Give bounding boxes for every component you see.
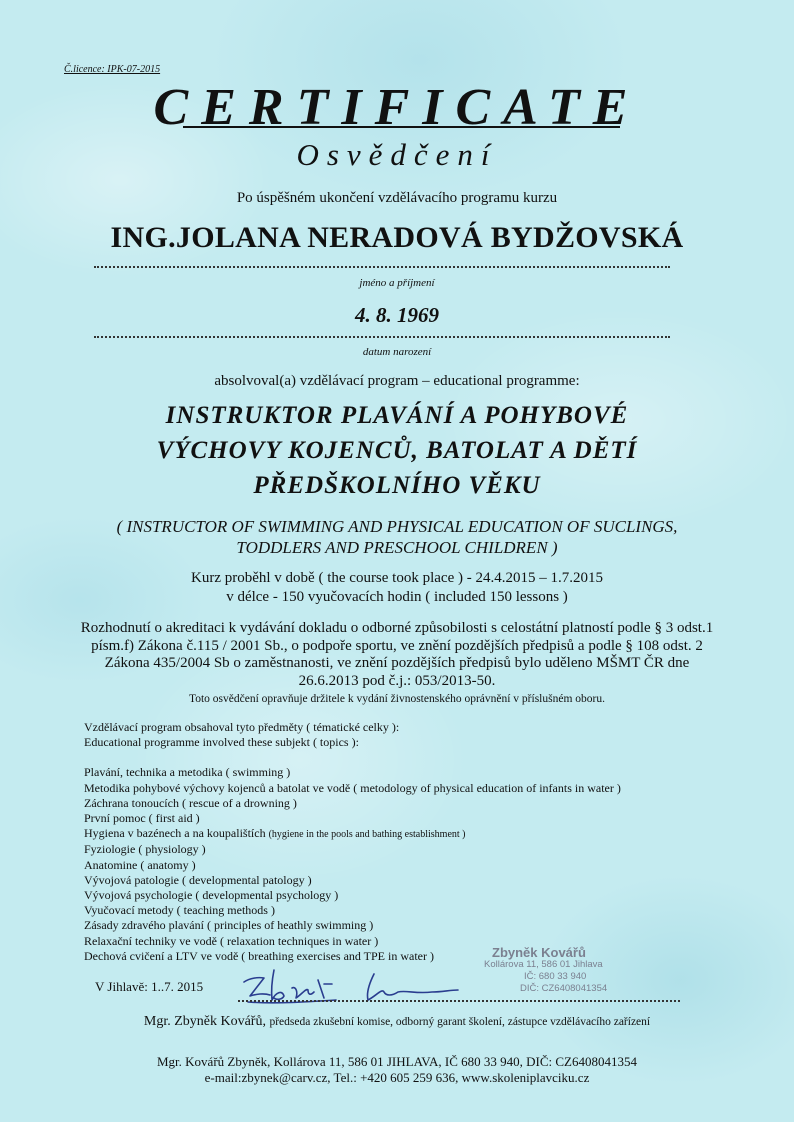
certificate-title: CERTIFICATE bbox=[153, 79, 641, 136]
program-en-line: ( INSTRUCTOR OF SWIMMING AND PHYSICAL EDUCATION OF SUCLINGS, bbox=[116, 517, 678, 536]
certificate-subtitle: Osvědčení bbox=[296, 137, 498, 172]
list-item: Vyučovací metody ( teaching methods ) bbox=[84, 903, 275, 918]
company-stamp bbox=[484, 947, 654, 995]
list-item: Metodika pohybové výchovy kojenců a batolat ve vodě ( metodology of physical education of infants in water ) bbox=[84, 780, 621, 795]
topics-intro-en: Educational programme involved these subjekt ( topics ): bbox=[84, 735, 359, 750]
completed-text: absolvoval(a) vzdělávací program – educational programme: bbox=[214, 373, 580, 389]
intro-text: Po úspěšném ukončení vzdělávacího programu kurzu bbox=[236, 190, 558, 206]
signer-role: předseda zkušební komise, odborný garant školení, zástupce vzdělávacího zařízení bbox=[269, 1016, 651, 1028]
topics-intro-cz: Vzdělávací program obsahoval tyto předměty ( tématické celky ): bbox=[84, 720, 400, 734]
topic-hygiene-cz: Hygiena v bazénech a na koupalištích bbox=[84, 826, 266, 841]
accreditation-text: Rozhodnutí o akreditaci k vydávání dokladu o odborné způsobilosti s celostátní platností podle § 3 odst.1 písm.f) Zákona č.115 / 2001 Sb., o podpoře sportu, ve znění pozdějších předpisů a podle § 108 odst. 2 Zákona 435/2004 Sb o zaměstnanosti, ve znění pozdějších předpisů bylo uděleno MŠMT ČR dne 26.6.2013 pod č.j.: 053/2013-50. bbox=[80, 620, 714, 689]
title-underline bbox=[183, 126, 620, 128]
list-item: Záchrana tonoucích ( rescue of a drowning ) bbox=[84, 795, 297, 810]
program-title-english bbox=[0, 516, 794, 558]
list-item bbox=[84, 826, 621, 842]
program-line: VÝCHOVY KOJENCŮ, BATOLAT A DĚTÍ bbox=[156, 437, 638, 464]
list-item: Plavání, technika a metodika ( swimming ) bbox=[84, 765, 291, 780]
signature-dotted-line bbox=[238, 1000, 680, 1002]
list-item: Zásady zdravého plavání ( principles of heathly swimming ) bbox=[84, 918, 374, 933]
list-item: První pomoc ( first aid ) bbox=[84, 811, 200, 826]
course-info bbox=[0, 569, 794, 607]
list-item: Relaxační techniky ve vodě ( relaxation techniques in water ) bbox=[84, 933, 379, 948]
stamp-address: Kollárova 11, 586 01 Jihlava bbox=[484, 959, 603, 970]
name-dotted-line bbox=[94, 266, 670, 268]
stamp-ic: IČ: 680 33 940 bbox=[524, 971, 587, 982]
program-line: PŘEDŠKOLNÍHO VĚKU bbox=[253, 472, 541, 499]
permission-text: Toto osvědčení opravňuje držitele k vydání živnostenského oprávnění v příslušném oboru. bbox=[189, 693, 605, 705]
program-en-line: TODDLERS AND PRESCHOOL CHILDREN ) bbox=[236, 538, 558, 557]
birth-caption: datum narození bbox=[362, 346, 432, 358]
topic-hygiene-en: (hygiene in the pools and bathing establishment ) bbox=[268, 829, 466, 841]
name-caption: jméno a příjmení bbox=[359, 277, 435, 289]
footer bbox=[0, 1054, 794, 1085]
footer-address: Mgr. Kovářů Zbyněk, Kollárova 11, 586 01 JIHLAVA, IČ 680 33 940, DIČ: CZ6408041354 bbox=[156, 1054, 637, 1069]
place-date: V Jihlavě: 1..7. 2015 bbox=[95, 979, 204, 994]
footer-contact: e-mail:zbynek@carv.cz, Tel.: +420 605 259 636, www.skoleniplavciku.cz bbox=[204, 1069, 590, 1085]
topics-list bbox=[84, 720, 621, 964]
program-title bbox=[0, 398, 794, 503]
license-number: Č.licence: IPK-07-2015 bbox=[64, 64, 161, 75]
course-period: Kurz proběhl v době ( the course took place ) - 24.4.2015 – 1.7.2015 bbox=[191, 570, 603, 586]
program-line: INSTRUKTOR PLAVÁNÍ A POHYBOVÉ bbox=[165, 402, 629, 429]
holder-name: ING.JOLANA NERADOVÁ BYDŽOVSKÁ bbox=[110, 221, 684, 254]
date-dotted-line bbox=[94, 336, 670, 338]
course-length: v délce - 150 vyučovacích hodin ( included 150 lessons ) bbox=[226, 589, 568, 605]
list-item: Vývojová psychologie ( developmental psychology ) bbox=[84, 888, 339, 903]
birth-date: 4. 8. 1969 bbox=[355, 303, 439, 327]
signer-line bbox=[0, 1014, 794, 1030]
list-item: Fyziologie ( physiology ) bbox=[84, 842, 206, 857]
list-item: Anatomine ( anatomy ) bbox=[84, 857, 196, 872]
list-item: Dechová cvičení a LTV ve vodě ( breathing exercises and TPE in water ) bbox=[84, 948, 434, 963]
stamp-name: Zbyněk Kovářů bbox=[492, 945, 586, 960]
signer-name: Mgr. Zbyněk Kovářů, bbox=[143, 1014, 266, 1029]
list-item: Vývojová patologie ( developmental patology ) bbox=[84, 872, 312, 887]
stamp-dic: DIČ: CZ6408041354 bbox=[520, 983, 608, 994]
